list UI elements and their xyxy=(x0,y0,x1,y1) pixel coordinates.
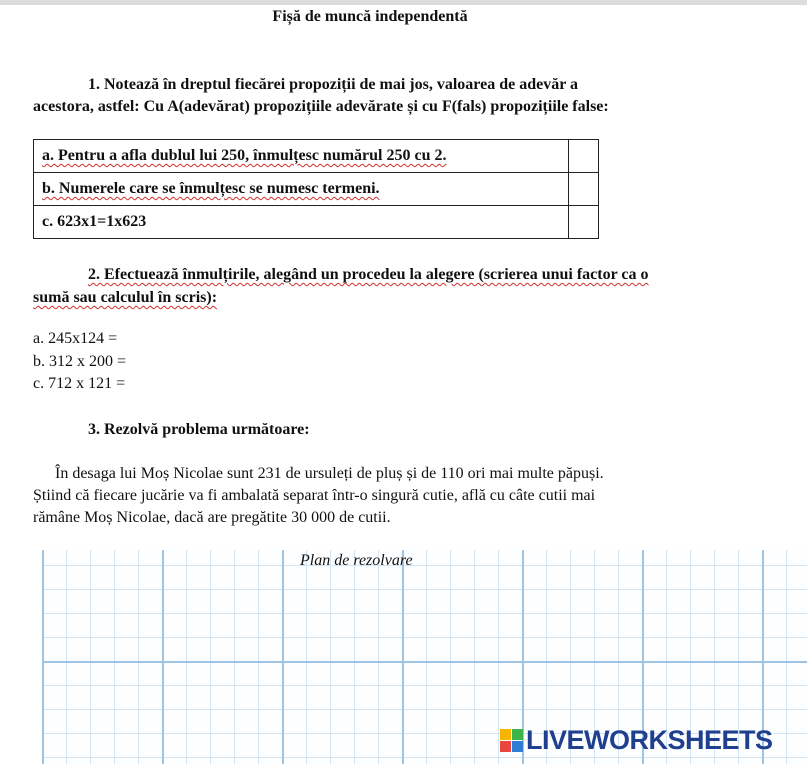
multiplication-c-label: c. 712 x 121 = xyxy=(33,375,126,392)
table-row xyxy=(34,206,599,239)
multiplication-c xyxy=(33,375,249,393)
multiplication-b-label: b. 312 x 200 = xyxy=(33,353,127,370)
answer-field-c[interactable] xyxy=(569,206,598,238)
exercise2-instruction-line1 xyxy=(88,264,649,286)
exercise2-instruction-line2-text: sumă sau calculul în scris): xyxy=(33,289,218,306)
multiplication-a-label: a. 245x124 = xyxy=(33,330,118,347)
statement-a-text: a. Pentru a afla dublul lui 250, înmulțesc numărul 250 cu 2. xyxy=(42,147,447,164)
multiplication-c-answer[interactable] xyxy=(129,375,249,393)
statement-b xyxy=(34,173,569,206)
true-false-table xyxy=(33,139,599,239)
statement-c-text: c. 623x1=1x623 xyxy=(42,213,147,230)
problem-line3: rămâne Moș Nicolae, dacă are pregătite 30 000 de cutii. xyxy=(33,509,391,526)
logo-text: LIVEWORKSHEETS xyxy=(526,724,773,755)
plan-label: Plan de rezolvare xyxy=(300,552,413,569)
table-row xyxy=(34,173,599,206)
multiplication-a xyxy=(33,330,241,348)
page-title: Fișă de muncă independentă xyxy=(272,8,468,25)
exercise2-instruction-line2 xyxy=(33,287,217,309)
liveworksheets-logo xyxy=(500,726,773,754)
answer-box-a[interactable] xyxy=(569,140,599,173)
answer-box-b[interactable] xyxy=(569,173,599,206)
answer-box-c[interactable] xyxy=(569,206,599,239)
multiplication-b-answer[interactable] xyxy=(130,353,250,371)
table-row xyxy=(34,140,599,173)
exercise3-heading: 3. Rezolvă problema următoare: xyxy=(88,421,310,438)
multiplication-a-answer[interactable] xyxy=(121,330,241,348)
exercise1-instruction-line2: acestora, astfel: Cu A(adevărat) propozițiile adevărate și cu F(fals) propozițiile false: xyxy=(33,98,609,115)
multiplication-b xyxy=(33,353,250,371)
statement-b-text: b. Numerele care se înmulțesc se numesc termeni. xyxy=(42,180,380,197)
statement-c xyxy=(34,206,569,239)
liveworksheets-logo-icon xyxy=(500,729,523,752)
answer-field-b[interactable] xyxy=(569,173,598,205)
problem-line1: În desaga lui Moș Nicolae sunt 231 de ursuleți de pluș și de 110 ori mai multe păpuși. xyxy=(55,465,604,482)
exercise1-instruction-line1: 1. Notează în dreptul fiecărei propoziții de mai jos, valoarea de adevăr a xyxy=(88,76,579,93)
problem-line2: Știind că fiecare jucărie va fi ambalată separat într-o singură cutie, află cu câte cutii mai xyxy=(33,487,596,504)
exercise2-instruction-line1-text: 2. Efectuează înmulțirile, alegând un procedeu la alegere (scrierea unui factor ca o xyxy=(88,266,649,283)
statement-a xyxy=(34,140,569,173)
answer-field-a[interactable] xyxy=(569,140,598,172)
top-bar xyxy=(0,0,807,5)
